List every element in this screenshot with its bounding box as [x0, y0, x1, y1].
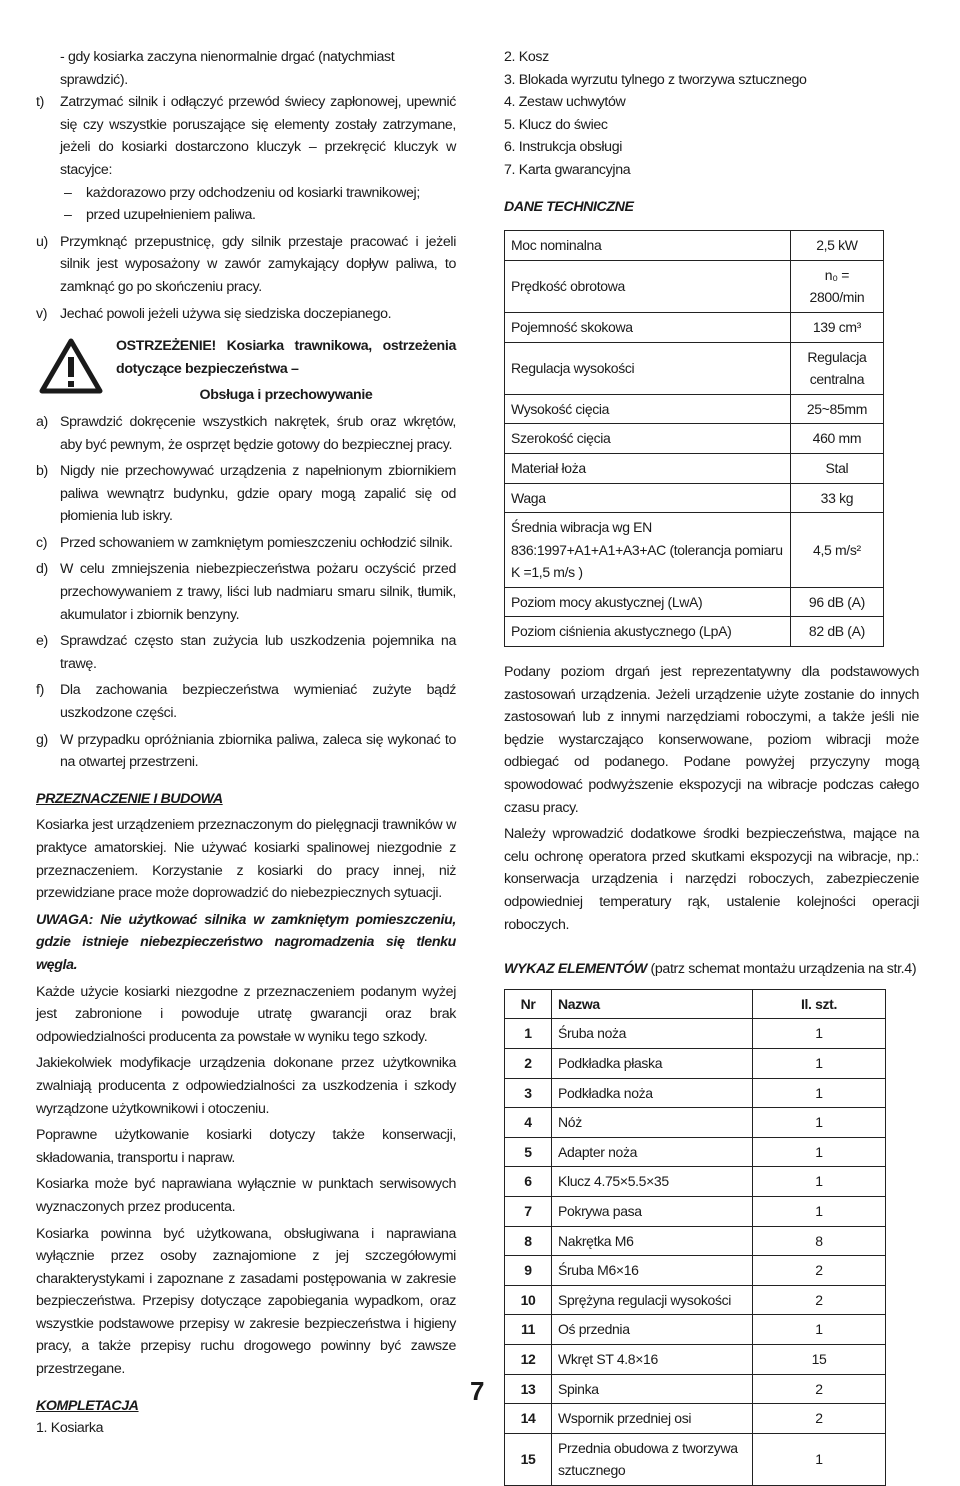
left-paragraphs	[36, 981, 456, 1381]
parts-table	[504, 989, 886, 1486]
part-name: Przednia obudowa z tworzywa sztucznego	[552, 1433, 753, 1485]
kompletacja-heading: KOMPLETACJA	[36, 1397, 139, 1414]
parts-row	[505, 1226, 886, 1256]
part-qty: 2	[753, 1285, 886, 1315]
item-text: W celu zmniejszenia niebezpieczeństwa pożaru oczyścić przed przechowywaniem z trawy, liści lub nadmiaru smaru silnik, tłumik, akumulator i zbiornik benzyny.	[60, 561, 456, 623]
warning-block	[36, 335, 456, 407]
care-item	[36, 532, 456, 555]
tech-value: 96 dB (A)	[790, 587, 883, 617]
tech-row	[505, 312, 884, 342]
care-item	[36, 729, 456, 774]
item-text: Przymknąć przepustnicę, gdy silnik przestaje pracować i jeżeli silnik jest wyposażony w zawór zamykający dopływ paliwa, to zamknąć go po skończeniu pracy.	[60, 233, 456, 295]
tech-key: Pojemność skokowa	[505, 312, 791, 342]
tech-row	[505, 231, 884, 261]
parts-row	[505, 1315, 886, 1345]
tech-row	[505, 342, 884, 394]
tech-key: Moc nominalna	[505, 231, 791, 261]
tech-row	[505, 260, 884, 312]
page-number: 7	[470, 1376, 485, 1406]
tech-key: Poziom mocy akustycznej (LwA)	[505, 587, 791, 617]
part-qty: 1	[753, 1196, 886, 1226]
part-qty: 1	[753, 1048, 886, 1078]
tech-heading: DANE TECHNICZNE	[504, 198, 634, 215]
tech-value: Stal	[790, 453, 883, 483]
part-name: Wkręt ST 4.8×16	[552, 1344, 753, 1374]
care-item	[36, 558, 456, 626]
item-label: d)	[36, 561, 48, 578]
item-t	[36, 91, 456, 181]
parts-row	[505, 1344, 886, 1374]
vibration-paragraph: Należy wprowadzić dodatkowe środki bezpieczeństwa, mające na celu ochronę operatora przed skutkami ekspozycji na wibracje, np.: konserwacja urządzenia i narzędzi roboczych, zabezpieczenie odpowiedniej temperatury rąk, ustalenie kolejności operacji roboczych.	[504, 826, 919, 933]
tech-row	[505, 617, 884, 647]
part-nr: 2	[505, 1048, 552, 1078]
item-text: Sprawdzić dokręcenie wszystkich nakrętek, śrub oraz wkrętów, aby być pewnym, że osprzęt będzie gotowy do bezpiecznej pracy.	[60, 413, 456, 453]
tech-value: 82 dB (A)	[790, 617, 883, 647]
parts-row	[505, 1108, 886, 1138]
right-column	[504, 46, 919, 1486]
part-qty: 15	[753, 1344, 886, 1374]
part-name: Śruba M6×16	[552, 1256, 753, 1286]
parts-row	[505, 1285, 886, 1315]
tech-table	[504, 230, 884, 647]
left-column	[36, 46, 456, 1440]
parts-row	[505, 1256, 886, 1286]
part-name: Spinka	[552, 1374, 753, 1404]
tech-row	[505, 513, 884, 588]
part-nr: 15	[505, 1433, 552, 1485]
part-name: Sprężyna regulacji wysokości	[552, 1285, 753, 1315]
care-item	[36, 411, 456, 456]
parts-heading-line	[504, 958, 919, 981]
parts-row	[505, 1433, 886, 1485]
item-text: Dla zachowania bezpieczeństwa wymieniać zużyte bądź uszkodzone części.	[60, 682, 456, 722]
part-nr: 10	[505, 1285, 552, 1315]
purpose-heading: PRZEZNACZENIE I BUDOWA	[36, 790, 223, 807]
tech-value: n₀ = 2800/min	[790, 260, 883, 312]
part-nr: 14	[505, 1404, 552, 1434]
tech-row	[505, 453, 884, 483]
dash-item: – każdorazowo przy odchodzeniu od kosiarki trawnikowej;	[36, 182, 456, 205]
parts-row	[505, 1167, 886, 1197]
tech-value: 4,5 m/s²	[790, 513, 883, 588]
tech-key: Średnia wibracja wg EN 836:1997+A1+A1+A3+AC (tolerancja pomiaru K =1,5 m/s )	[505, 513, 791, 588]
kompletacja-item: 3. Blokada wyrzutu tylnego z tworzywa sztucznego	[504, 71, 807, 88]
care-item	[36, 630, 456, 675]
part-nr: 7	[505, 1196, 552, 1226]
tech-row	[505, 424, 884, 454]
tech-key: Wysokość cięcia	[505, 394, 791, 424]
header-name: Nazwa	[552, 989, 753, 1019]
tech-key: Szerokość cięcia	[505, 424, 791, 454]
care-item	[36, 460, 456, 528]
parts-header-row	[505, 989, 886, 1019]
item-u	[36, 231, 456, 299]
body-paragraph: Każde użycie kosiarki niezgodne z przeznaczeniem podanym wyżej jest zabronione i powoduje utratę gwarancji oraz brak odpowiedzialności producenta za powstałe w wyniku tego szkody.	[36, 983, 456, 1045]
tech-key: Waga	[505, 483, 791, 513]
kompletacja-item: 2. Kosz	[504, 49, 549, 65]
header-nr: Nr	[505, 989, 552, 1019]
tech-value: 139 cm³	[790, 312, 883, 342]
kompletacja-item: 4. Zestaw uchwytów	[504, 94, 626, 111]
warning-subtitle: Obsługa i przechowywanie	[199, 387, 373, 404]
tech-row	[505, 587, 884, 617]
parts-row	[505, 1019, 886, 1049]
part-qty: 1	[753, 1108, 886, 1138]
tech-key: Regulacja wysokości	[505, 342, 791, 394]
part-name: Adapter noża	[552, 1137, 753, 1167]
part-name: Nakrętka M6	[552, 1226, 753, 1256]
item-text: Nigdy nie przechowywać urządzenia z napełnionym zbiornikiem paliwa wewnątrz budynku, gdzie opary mogą zapalić się od płomienia lub iskry.	[60, 463, 456, 525]
part-qty: 2	[753, 1256, 886, 1286]
part-qty: 2	[753, 1374, 886, 1404]
parts-row	[505, 1374, 886, 1404]
parts-row	[505, 1048, 886, 1078]
part-nr: 4	[505, 1108, 552, 1138]
item-label: t)	[36, 94, 44, 111]
part-qty: 8	[753, 1226, 886, 1256]
dash-item: – przed uzupełnieniem paliwa.	[36, 204, 456, 227]
part-qty: 1	[753, 1167, 886, 1197]
body-paragraph: Poprawne użytkowanie kosiarki dotyczy także konserwacji, składowania, transportu i napraw.	[36, 1127, 456, 1166]
care-item	[36, 679, 456, 724]
uwaga-paragraph: UWAGA: Nie użytkować silnika w zamkniętym pomieszczeniu, gdzie istnieje niebezpieczeństwo nagromadzenia się tlenku węgla.	[36, 911, 456, 973]
kompletacja-item: 6. Instrukcja obsługi	[504, 139, 623, 156]
item-label: c)	[36, 534, 48, 551]
body-paragraph: Kosiarka może być naprawiana wyłącznie w punktach serwisowych wyznaczonych przez producenta.	[36, 1176, 456, 1215]
part-nr: 11	[505, 1315, 552, 1345]
tech-value: 33 kg	[790, 483, 883, 513]
parts-heading-note: (patrz schemat montażu urządzenia na str.4)	[646, 961, 917, 978]
parts-row	[505, 1404, 886, 1434]
body-paragraph: Kosiarka powinna być użytkowana, obsługiwana i naprawiana wyłącznie przez osoby zaznajomione z jej szczegółowymi charakterystykami i zapoznane z zasadami postępowania w zakresie bezpieczeństwa. Przepisy dotyczące zapobiegania wypadkom, oraz wszystkie podstawowe przepisy w zakresie bezpieczeństwa i higieny pracy, a także przepisy ruchu drogowego powinny być zawsze przestrzegane.	[36, 1225, 456, 1378]
kompletacja-list	[504, 46, 919, 182]
parts-row	[505, 1137, 886, 1167]
tech-row	[505, 394, 884, 424]
item-text: Zatrzymać silnik i odłączyć przewód świecy zapłonowej, upewnić się czy wszystkie poruszające się elementy zostały zatrzymane, jeżeli do kosiarki dostarczono kluczyk – przekręcić kluczyk w stacyjce:	[60, 94, 456, 178]
part-nr: 6	[505, 1167, 552, 1197]
item-label: v)	[36, 305, 48, 322]
parts-heading: WYKAZ ELEMENTÓW	[504, 961, 647, 978]
part-name: Podkładka noża	[552, 1078, 753, 1108]
part-name: Pokrywa pasa	[552, 1196, 753, 1226]
tech-value: Regulacja centralna	[790, 342, 883, 394]
item-v	[36, 303, 456, 326]
item-text: Jechać powoli jeżeli używa się siedziska doczepianego.	[60, 305, 392, 322]
part-qty: 1	[753, 1137, 886, 1167]
part-name: Nóż	[552, 1108, 753, 1138]
parts-row	[505, 1196, 886, 1226]
part-name: Oś przednia	[552, 1315, 753, 1345]
dash-text: każdorazowo przy odchodzeniu od kosiarki trawnikowej;	[86, 184, 420, 201]
item-text: Sprawdzać często stan zużycia lub uszkodzenia pojemnika na trawę.	[60, 633, 456, 672]
header-qty: Il. szt.	[753, 989, 886, 1019]
item-label: u)	[36, 233, 48, 250]
tech-value: 2,5 kW	[790, 231, 883, 261]
tech-key: Materiał łoża	[505, 453, 791, 483]
part-nr: 5	[505, 1137, 552, 1167]
tech-key: Poziom ciśnienia akustycznego (LpA)	[505, 617, 791, 647]
part-nr: 12	[505, 1344, 552, 1374]
part-name: Podkładka płaska	[552, 1048, 753, 1078]
tech-key: Prędkość obrotowa	[505, 260, 791, 312]
part-nr: 9	[505, 1256, 552, 1286]
tech-row	[505, 483, 884, 513]
kompletacja-item: 7. Karta gwarancyjna	[504, 161, 631, 178]
part-qty: 1	[753, 1315, 886, 1345]
part-name: Śruba noża	[552, 1019, 753, 1049]
part-nr: 8	[505, 1226, 552, 1256]
dash-text: przed uzupełnieniem paliwa.	[86, 207, 256, 224]
body-paragraph: Jakiekolwiek modyfikacje urządzenia dokonane przez użytkownika zwalniają producenta z odpowiedzialności za uszkodzenia i szkody wyrządzone użytkownikowi i otoczeniu.	[36, 1055, 456, 1117]
tech-value: 25~85mm	[790, 394, 883, 424]
item-label: f)	[36, 682, 44, 699]
part-qty: 1	[753, 1019, 886, 1049]
part-nr: 1	[505, 1019, 552, 1049]
part-qty: 1	[753, 1078, 886, 1108]
item-label: b)	[36, 463, 48, 480]
care-list	[36, 411, 456, 774]
item-label: g)	[36, 731, 48, 748]
part-name: Klucz 4.75×5.5×35	[552, 1167, 753, 1197]
kompletacja-item: 1. Kosiarka	[36, 1420, 104, 1437]
purpose-paragraph: Kosiarka jest urządzeniem przeznaczonym do pielęgnacji trawników w praktyce amatorskiej. Nie używać kosiarki spalinowej niezgodnie z przeznaczeniem. Korzystanie z kosiarki do pracy innej, niż przewidziane prace może doprowadzić do niebezpiecznych sytuacji.	[36, 817, 456, 902]
parts-row	[505, 1078, 886, 1108]
intro-line: - gdy kosiarka zaczyna nienormalnie drgać (natychmiast sprawdzić).	[60, 49, 395, 88]
item-label: a)	[36, 413, 48, 430]
warning-triangle-icon	[38, 337, 104, 395]
tech-value: 460 mm	[790, 424, 883, 454]
part-qty: 2	[753, 1404, 886, 1434]
part-name: Wspornik przedniej osi	[552, 1404, 753, 1434]
vibration-paragraph: Podany poziom drgań jest reprezentatywny dla podstawowych zastosowań urządzenia. Jeżeli urządzenie użyte zostanie do innych zastosowań lub z innymi narzędziami roboczymi, a także jeśli nie będzie wystarczająco konserwowane, poziom wibracji może odbiegać od podanego. Podane powyżej przyczyny mogą spowodować podwyższenie ekspozycji na wibracje podczas całego czasu pracy.	[504, 664, 919, 816]
part-nr: 13	[505, 1374, 552, 1404]
part-nr: 3	[505, 1078, 552, 1108]
kompletacja-item: 5. Klucz do świec	[504, 116, 608, 133]
part-qty: 1	[753, 1433, 886, 1485]
item-text: Przed schowaniem w zamkniętym pomieszczeniu ochłodzić silnik.	[60, 534, 453, 551]
item-text: W przypadku opróżniania zbiornika paliwa, zaleca się wykonać to na otwartej przestrzeni.	[60, 731, 456, 771]
warning-title: OSTRZEŻENIE! Kosiarka trawnikowa, ostrzeżenia dotyczące bezpieczeństwa –	[116, 338, 456, 377]
item-label: e)	[36, 633, 48, 650]
